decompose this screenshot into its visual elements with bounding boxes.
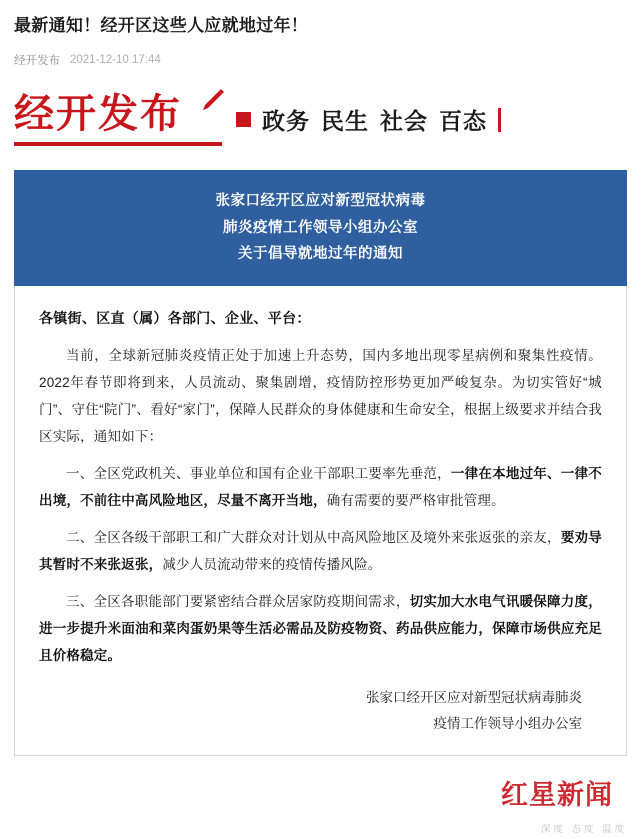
banner-line-1: 张家口经开区应对新型冠状病毒 xyxy=(215,192,426,209)
notice-paragraph xyxy=(39,524,602,578)
notice-paragraph xyxy=(39,588,602,669)
body-text: 确有需要的要严格审批管理。 xyxy=(326,493,505,509)
masthead-logo-text: 经开发布 xyxy=(14,90,182,137)
body-text: 三、全区各职能部门要紧密结合群众居家防疫期间需求， xyxy=(66,594,410,610)
masthead-logo xyxy=(14,90,222,138)
nav-item-0[interactable]: 政务 xyxy=(262,108,310,135)
nav-item-2[interactable]: 社会 xyxy=(380,108,428,135)
notice-paragraph xyxy=(39,342,602,450)
pen-icon xyxy=(200,88,226,114)
body-text: 二、全区各级干部职工和广大群众对计划从中高风险地区及境外来张返张的亲友， xyxy=(66,530,561,546)
masthead xyxy=(0,90,641,146)
nav-item-1[interactable]: 民生 xyxy=(321,108,369,135)
masthead-logo-wrap xyxy=(14,90,222,146)
body-text: 减少人员流动带来的疫情传播风险。 xyxy=(162,557,382,573)
body-text: 当前，全球新冠肺炎疫情正处于加速上升态势，国内多地出现零星病例和聚集性疫情。2022年春节即将到来，人员流动、聚集剧增，疫情防控形势更加严峻复杂。为切实管好“城门”、守住“院门”、看好“家门”，保障人民群众的身体健康和生命安全，根据上级要求并结合我区实际，通知如下： xyxy=(39,348,602,445)
notice-body xyxy=(14,286,627,755)
masthead-nav xyxy=(236,103,501,136)
article-timestamp: 2021-12-10 17:44 xyxy=(70,53,161,66)
notice-paragraph-list xyxy=(39,342,602,669)
masthead-underline xyxy=(14,142,222,146)
publisher-caption: 深度 态度 温度 xyxy=(540,824,627,835)
emphasis-text: 切实加大水电气讯暖保障力度，进一步提升米面油和菜肉蛋奶果等生活必需品及防疫物资、药品供应能力，保障市场供应充足且价格稳定。 xyxy=(39,594,602,664)
emphasis-text: 要劝导其暂时不来张返张， xyxy=(39,530,603,573)
publisher-watermark xyxy=(501,773,631,817)
banner-line-3: 关于倡导就地过年的通知 xyxy=(238,246,403,263)
notice-title-banner xyxy=(14,170,627,286)
banner-line-2: 肺炎疫情工作领导小组办公室 xyxy=(223,219,418,236)
article-source: 经开发布 xyxy=(14,54,60,67)
body-text: 一、全区党政机关、事业单位和国有企业干部职工要率先垂范， xyxy=(66,466,451,482)
emphasis-text: 一律在本地过年、一律不出境，不前往中高风险地区，尽量不离开当地， xyxy=(39,466,602,509)
page-title: 最新通知！经开区这些人应就地过年！ xyxy=(14,16,309,35)
bar-marker-icon xyxy=(498,108,501,132)
signature-line-2: 疫情工作领导小组办公室 xyxy=(433,715,582,731)
signature-line-1: 张家口经开区应对新型冠状病毒肺炎 xyxy=(366,690,582,706)
square-marker-icon xyxy=(236,112,251,127)
publisher-watermark-text: 红星新闻 xyxy=(501,780,613,811)
notice-paragraph xyxy=(39,460,602,514)
notice-signature xyxy=(39,685,602,736)
nav-item-3[interactable]: 百态 xyxy=(439,108,487,135)
article-meta xyxy=(0,38,641,68)
notice-addressee: 各镇街、区直（属）各部门、企业、平台： xyxy=(39,310,311,327)
